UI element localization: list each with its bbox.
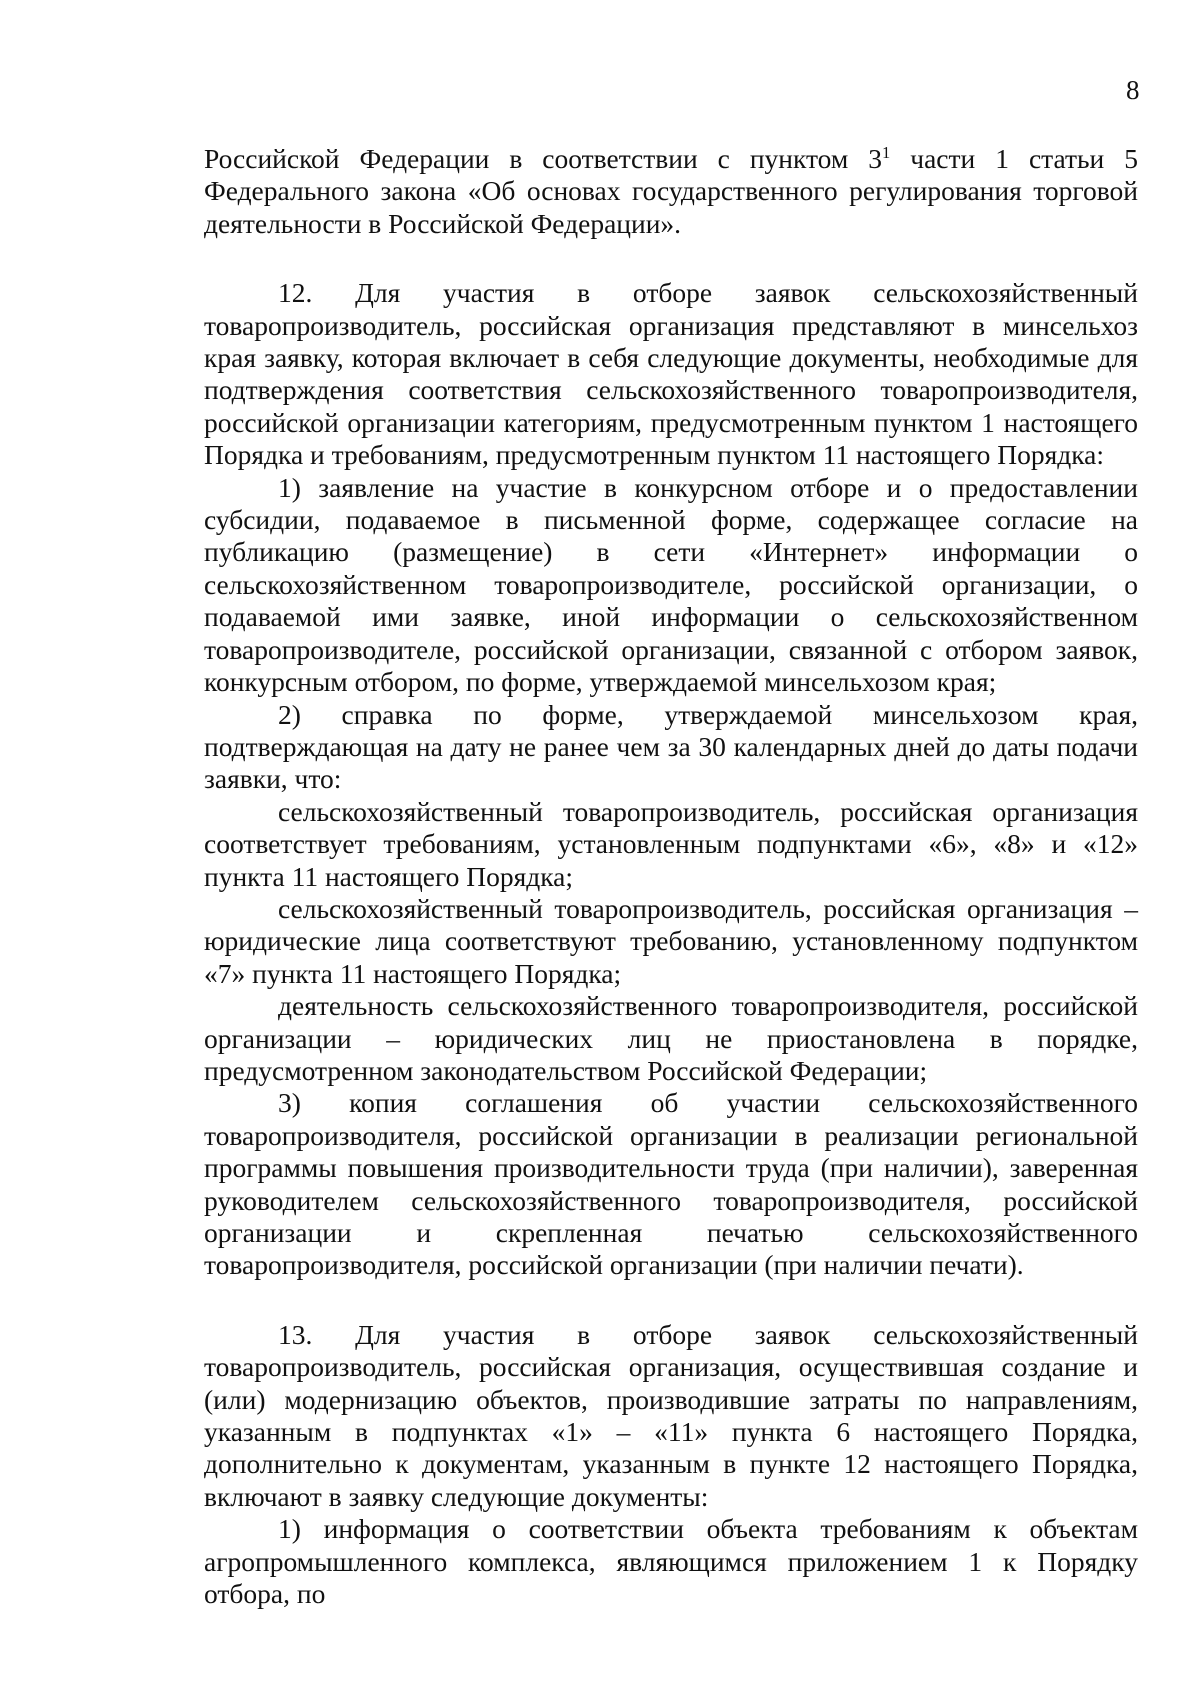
- paragraph-12-item-1: 1) заявление на участие в конкурсном отборе и о предоставлении субсидии, подаваемое в письменной форме, содержащее согласие на публикацию (размещение) в сети «Интернет» информации о сельскохозяйственном товаропроизводителе, российской организации, о подаваемой ими заявке, иной информации о сельскохозяйственном товаропроизводителе, российской организации, связанной с отбором заявок, конкурсным отбором, по форме, утверждаемой минсельхозом края;: [204, 471, 1138, 698]
- paragraph-13: 13. Для участия в отборе заявок сельскохозяйственный товаропроизводитель, российская организация, осуществившая создание и (или) модернизацию объектов, производившие затраты по направлениям, указанным в подпунктах «1» – «11» пункта 6 настоящего Порядка, дополнительно к документам, указанным в пункте 12 настоящего Порядка, включают в заявку следующие документы:: [204, 1318, 1138, 1512]
- intro-text-part-1: Российской Федерации в соответствии с пунктом 3: [204, 143, 883, 174]
- page-number: 8: [1126, 75, 1140, 105]
- paragraph-12-item-2c: деятельность сельскохозяйственного товаропроизводителя, российской организации – юридических лиц не приостановлена в порядке, предусмотренном законодательством Российской Федерации;: [204, 990, 1138, 1086]
- paragraph-12-item-2a: сельскохозяйственный товаропроизводитель, российская организация соответствует требованиям, установленным подпунктами «6», «8» и «12» пункта 11 настоящего Порядка;: [204, 795, 1138, 892]
- superscript-1: 1: [882, 143, 891, 163]
- paragraph-intro: [204, 143, 1138, 240]
- paragraph-12-item-2: 2) справка по форме, утверждаемой минсельхозом края, подтверждающая на дату не ранее чем за 30 календарных дней до даты подачи заявки, что:: [204, 698, 1138, 795]
- paragraph-12-item-2b: сельскохозяйственный товаропроизводитель, российская организация – юридические лица соответствуют требованию, установленному подпунктом «7» пункта 11 настоящего Порядка;: [204, 892, 1138, 989]
- paragraph-12: 12. Для участия в отборе заявок сельскохозяйственный товаропроизводитель, российская организация представляют в минсельхоз края заявку, которая включает в себя следующие документы, необходимые для подтверждения соответствия сельскохозяйственного товаропроизводителя, российской организации категориям, предусмотренным пунктом 1 настоящего Порядка и требованиям, предусмотренным пунктом 11 настоящего Порядка:: [204, 277, 1138, 471]
- intro-text-part-2: части 1 статьи 5 Федерального закона «Об основах государственного регулирования торговой деятельности в Российской Федерации».: [204, 143, 1138, 239]
- paragraph-12-item-3: 3) копия соглашения об участии сельскохозяйственного товаропроизводителя, российской организации в реализации региональной программы повышения производительности труда (при наличии), заверенная руководителем сельскохозяйственного товаропроизводителя, российской организации и скрепленная печатью сельскохозяйственного товаропроизводителя, российской организации (при наличии печати).: [204, 1087, 1138, 1281]
- paragraph-13-item-1: 1) информация о соответствии объекта требованиям к объектам агропромышленного комплекса, являющимся приложением 1 к Порядку отбора, по: [204, 1513, 1138, 1610]
- document-body: [204, 143, 1138, 1610]
